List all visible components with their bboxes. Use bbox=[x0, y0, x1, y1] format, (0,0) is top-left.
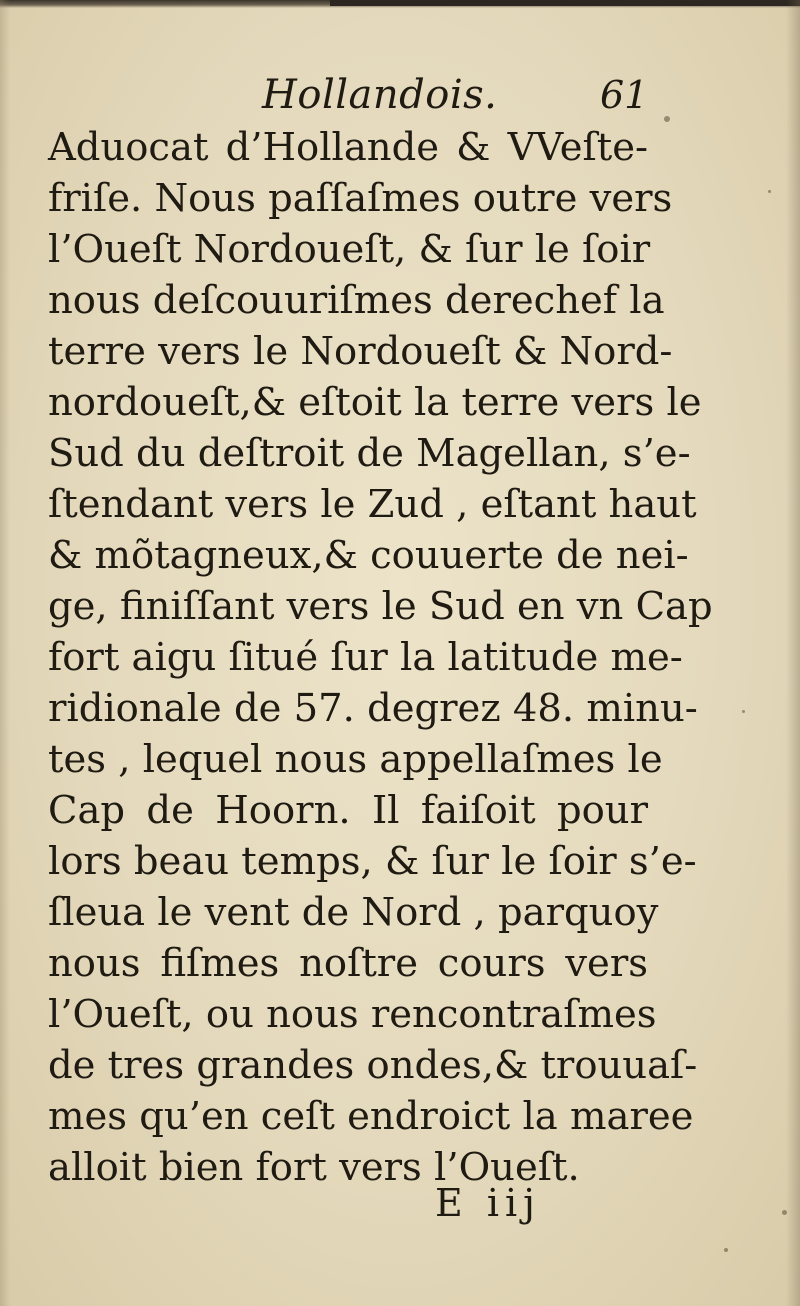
page-number: 61 bbox=[600, 73, 649, 117]
running-head: Hollandois. bbox=[262, 72, 498, 118]
text-line: nordoueſt,& eſtoit la terre vers le bbox=[48, 380, 702, 425]
page-right-edge bbox=[786, 0, 800, 1306]
text-line: ſleua le vent de Nord , parquoy bbox=[48, 890, 659, 935]
text-line: nous fiſmes noſtre cours vers bbox=[48, 941, 648, 986]
text-line: ſtendant vers le Zud , eſtant haut bbox=[48, 482, 697, 527]
text-line: de tres grandes ondes,& trouuaſ- bbox=[48, 1043, 698, 1088]
text-line: terre vers le Nordoueſt & Nord- bbox=[48, 329, 673, 374]
text-line: tes , lequel nous appellaſmes le bbox=[48, 737, 663, 782]
text-line: ge, finiſſant vers le Sud en vn Cap bbox=[48, 584, 713, 629]
paper-speck bbox=[782, 1210, 787, 1215]
text-line: nous deſcouuriſmes derechef la bbox=[48, 278, 665, 323]
body-text bbox=[48, 122, 713, 1193]
page-top-shadow bbox=[330, 0, 800, 6]
text-line: Aduocat d’Hollande & VVeſte- bbox=[48, 125, 648, 170]
text-line: friſe. Nous paſſaſmes outre vers bbox=[48, 176, 673, 221]
page-left-edge bbox=[0, 0, 10, 1306]
text-line: mes qu’en ceſt endroict la maree bbox=[48, 1094, 694, 1139]
text-line: fort aigu ſitué ſur la latitude me- bbox=[48, 635, 683, 680]
text-line: l’Oueſt, ou nous rencontraſmes bbox=[48, 992, 657, 1037]
text-line: Cap de Hoorn. Il faiſoit pour bbox=[48, 788, 648, 833]
text-line: lors beau temps, & ſur le ſoir s’e- bbox=[48, 839, 697, 884]
text-line: ridionale de 57. degrez 48. minu- bbox=[48, 686, 698, 731]
paper-speck bbox=[768, 190, 771, 193]
text-line: Sud du deſtroit de Magellan, s’e- bbox=[48, 431, 691, 476]
paper-speck bbox=[664, 116, 670, 122]
text-line: l’Oueſt Nordoueſt, & ſur le ſoir bbox=[48, 227, 651, 272]
paper-speck bbox=[724, 1248, 728, 1252]
signature-mark: E iij bbox=[435, 1181, 541, 1225]
text-line: alloit bien fort vers l’Oueſt. bbox=[48, 1145, 580, 1190]
text-line: & mõtagneux,& couuerte de nei- bbox=[48, 533, 689, 578]
paper-speck bbox=[742, 710, 745, 713]
